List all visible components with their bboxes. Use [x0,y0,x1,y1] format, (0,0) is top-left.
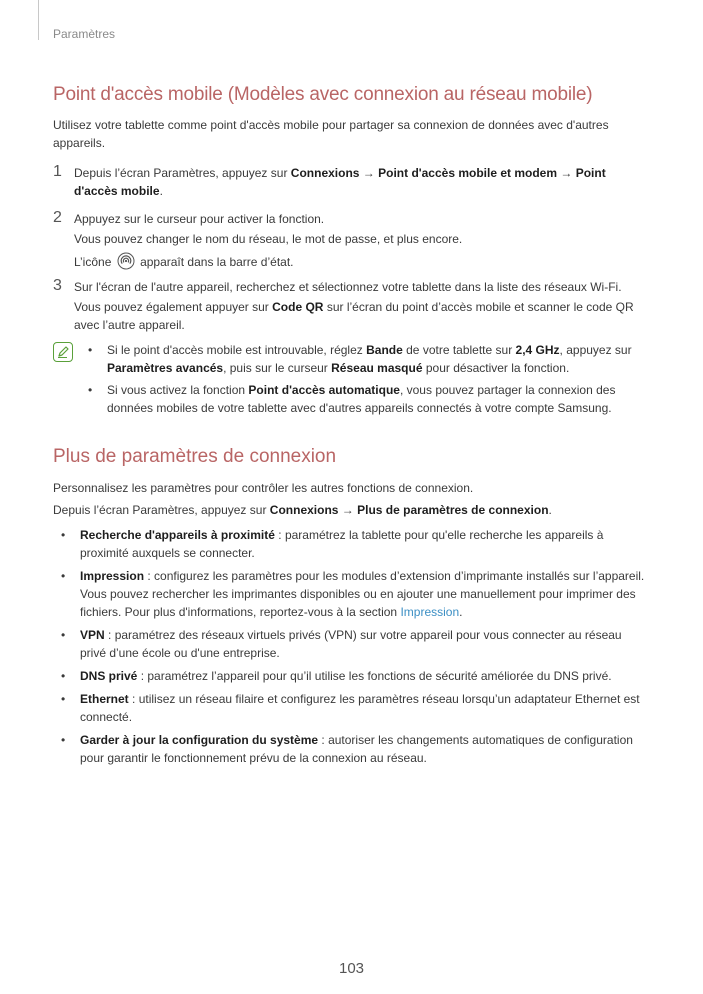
menu-path-hotspot-modem: Point d'accès mobile et modem [378,166,558,180]
qr-code-option: Code QR [272,300,324,314]
step-2-line-3: L’icône apparaît dans la barre d’état. [74,252,645,275]
note-item: • Si le point d'accès mobile est introuvable, réglez Bande de votre tablette sur 2,4 GHz, appuyez sur Paramètres avancés, puis sur le curseur Réseau masqué pour désactiver la fonction. [88,343,632,375]
list-item: • VPN : paramétrez des réseaux virtuels privés (VPN) sur votre appareil pour vous connecter au réseau privé d’une école ou d'une entreprise. [61,628,622,660]
step-number: 2 [53,209,62,226]
step-3-line-2: Vous pouvez également appuyer sur Code QR sur l’écran du point d’accès mobile et scanner le code QR avec l’autre appareil. [74,300,634,332]
connection-settings-list [61,526,646,772]
step-1-text: Depuis l’écran Paramètres, appuyez sur Connexions → Point d'accès mobile et modem → Point d'accès mobile. [74,166,606,198]
page-number: 103 [338,960,365,977]
section1-intro: Utilisez votre tablette comme point d'accès mobile pour partager sa connexion de données avec d'autres appareils. [53,118,609,150]
note-pencil-icon [53,342,73,362]
step-2 [53,210,645,275]
list-item: • Ethernet : utilisez un réseau filaire et configurez les paramètres réseau lorsqu’un adaptateur Ethernet est connecté. [61,692,640,724]
note-box [88,341,646,421]
menu-path-hotspot: Point d'accès mobile [74,166,606,198]
step-number: 1 [53,163,62,180]
section1-title: Point d'accès mobile (Modèles avec connexion au réseau mobile) [53,84,593,105]
step-2-line-1: Appuyez sur le curseur pour activer la fonction. [74,212,325,226]
list-item: • DNS privé : paramétrez l’appareil pour qu’il utilise les fonctions de sécurité améliorée du DNS privé. [61,669,612,683]
section-header: Paramètres [53,27,116,41]
section2-intro: Personnalisez les paramètres pour contrôler les autres fonctions de connexion. [53,481,474,495]
step-number: 3 [53,277,62,294]
step-1 [53,164,645,200]
step-2-line-2: Vous pouvez changer le nom du réseau, le mot de passe, et plus encore. [74,232,463,246]
list-item: • Recherche d'appareils à proximité : paramétrez la tablette pour qu'elle recherche les appareils à proximité auxquels se connecter. [61,528,604,560]
header-divider [38,0,39,40]
step-3-line-1: Sur l'écran de l'autre appareil, recherchez et sélectionnez votre tablette dans la liste des réseaux Wi-Fi. [74,280,622,294]
list-item: • Impression : configurez les paramètres pour les modules d’extension d’imprimante installés sur l’appareil. Vous pouvez rechercher les imprimantes disponibles ou en ajouter une manuellement pour imprimer des fichiers. Pour plus d'informations, reportez-vous à la section Impression. [61,569,645,619]
section2-path: Depuis l’écran Paramètres, appuyez sur Connexions → Plus de paramètres de connexion. [53,503,552,517]
impression-link[interactable]: Impression [400,605,460,619]
step-3 [53,278,645,334]
section2-title: Plus de paramètres de connexion [53,446,337,467]
menu-path-connexions: Connexions [290,166,360,180]
hotspot-icon [117,252,135,275]
list-item: • Garder à jour la configuration du système : autoriser les changements automatiques de configuration pour garantir le fonctionnement prévu de la connexion au réseau. [61,733,633,765]
note-item: • Si vous activez la fonction Point d'accès automatique, vous pouvez partager la connexion des données mobiles de votre tablette avec d'autres appareils connectés à votre compte Samsung. [88,383,616,415]
